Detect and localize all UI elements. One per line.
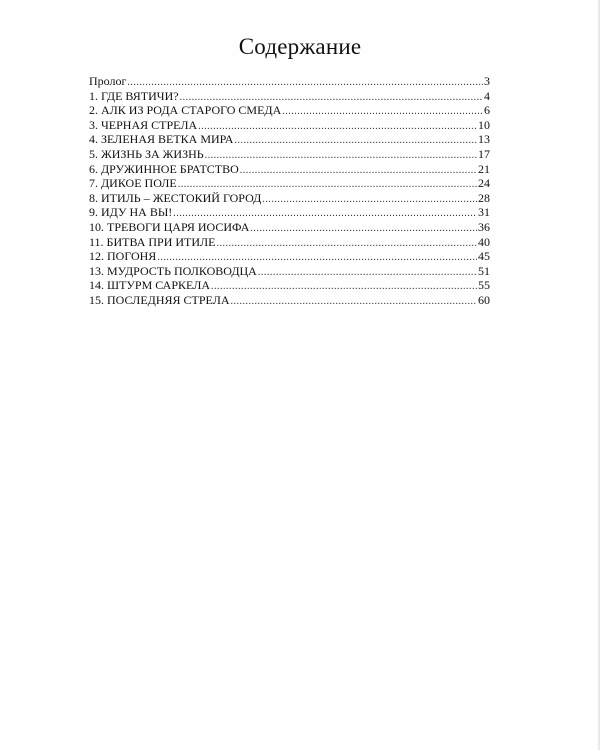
toc-entry-chapter-13[interactable]: [89, 264, 490, 279]
dot-leader: [250, 222, 477, 237]
dot-leader: [262, 193, 477, 208]
table-of-contents: [89, 74, 490, 308]
toc-entry-chapter-3[interactable]: [89, 118, 490, 133]
toc-entry-chapter-5[interactable]: [89, 147, 490, 162]
toc-entry-label: 15. ПОСЛЕДНЯЯ СТРЕЛА: [89, 292, 230, 307]
toc-entry-page: 10: [478, 117, 490, 132]
dot-leader: [258, 266, 477, 281]
toc-entry-page: 31: [478, 205, 490, 220]
toc-entry-chapter-4[interactable]: [89, 132, 490, 147]
toc-entry-chapter-10[interactable]: [89, 220, 490, 235]
toc-entry-label: 4. ЗЕЛЕНАЯ ВЕТКА МИРА: [89, 132, 234, 147]
page-title: Содержание: [238, 34, 362, 59]
toc-entry-prologue[interactable]: [89, 74, 490, 89]
toc-entry-page: 24: [478, 176, 490, 191]
toc-entry-page: 36: [478, 219, 490, 234]
toc-entry-label: 14. ШТУРМ САРКЕЛА: [89, 278, 211, 293]
toc-entry-chapter-12[interactable]: [89, 249, 490, 264]
dot-leader: [211, 280, 477, 295]
toc-entry-chapter-14[interactable]: [89, 278, 490, 293]
toc-entry-page: 60: [478, 292, 490, 307]
toc-entry-label: 5. ЖИЗНЬ ЗА ЖИЗНЬ: [89, 146, 204, 161]
dot-leader: [127, 76, 483, 91]
toc-entry-chapter-9[interactable]: [89, 205, 490, 220]
toc-entry-chapter-2[interactable]: [89, 103, 490, 118]
toc-entry-chapter-7[interactable]: [89, 176, 490, 191]
dot-leader: [217, 237, 478, 252]
toc-entry-label: 11. БИТВА ПРИ ИТИЛЕ: [89, 234, 216, 249]
toc-entry-page: 21: [478, 161, 490, 176]
toc-entry-page: 40: [478, 234, 490, 249]
toc-entry-label: 12. ПОГОНЯ: [89, 249, 157, 264]
toc-entry-chapter-11[interactable]: [89, 235, 490, 250]
toc-entry-page: 3: [484, 74, 490, 88]
dot-leader: [205, 149, 477, 164]
toc-entry-label: 6. ДРУЖИННОЕ БРАТСТВО: [89, 161, 239, 176]
toc-entry-page: 55: [478, 278, 490, 293]
dot-leader: [198, 120, 477, 135]
toc-entry-page: 6: [484, 103, 490, 118]
toc-entry-chapter-1[interactable]: [89, 89, 490, 104]
toc-entry-page: 13: [478, 132, 490, 147]
toc-entry-page: 28: [478, 190, 490, 205]
toc-entry-label: 2. АЛК ИЗ РОДА СТАРОГО СМЕДА: [89, 103, 282, 118]
toc-entry-label: 1. ГДЕ ВЯТИЧИ?: [89, 88, 179, 103]
toc-entry-page: 17: [478, 146, 490, 161]
dot-leader: [234, 134, 477, 149]
dot-leader: [240, 164, 477, 179]
toc-entry-page: 45: [478, 249, 490, 264]
toc-entry-label: Пролог: [89, 74, 127, 88]
dot-leader: [282, 105, 483, 120]
toc-entry-label: 10. ТРЕВОГИ ЦАРЯ ИОСИФА: [89, 219, 250, 234]
toc-entry-chapter-15[interactable]: [89, 293, 490, 308]
dot-leader: [231, 295, 478, 310]
toc-entry-label: 3. ЧЕРНАЯ СТРЕЛА: [89, 117, 198, 132]
toc-entry-label: 8. ИТИЛЬ – ЖЕСТОКИЙ ГОРОД: [89, 190, 262, 205]
toc-entry-chapter-6[interactable]: [89, 162, 490, 177]
toc-entry-page: 4: [484, 88, 490, 103]
toc-entry-label: 7. ДИКОЕ ПОЛЕ: [89, 176, 177, 191]
toc-entry-chapter-8[interactable]: [89, 191, 490, 206]
toc-entry-label: 13. МУДРОСТЬ ПОЛКОВОДЦА: [89, 263, 257, 278]
toc-entry-page: 51: [478, 263, 490, 278]
toc-entry-label: 9. ИДУ НА ВЫ!: [89, 205, 173, 220]
